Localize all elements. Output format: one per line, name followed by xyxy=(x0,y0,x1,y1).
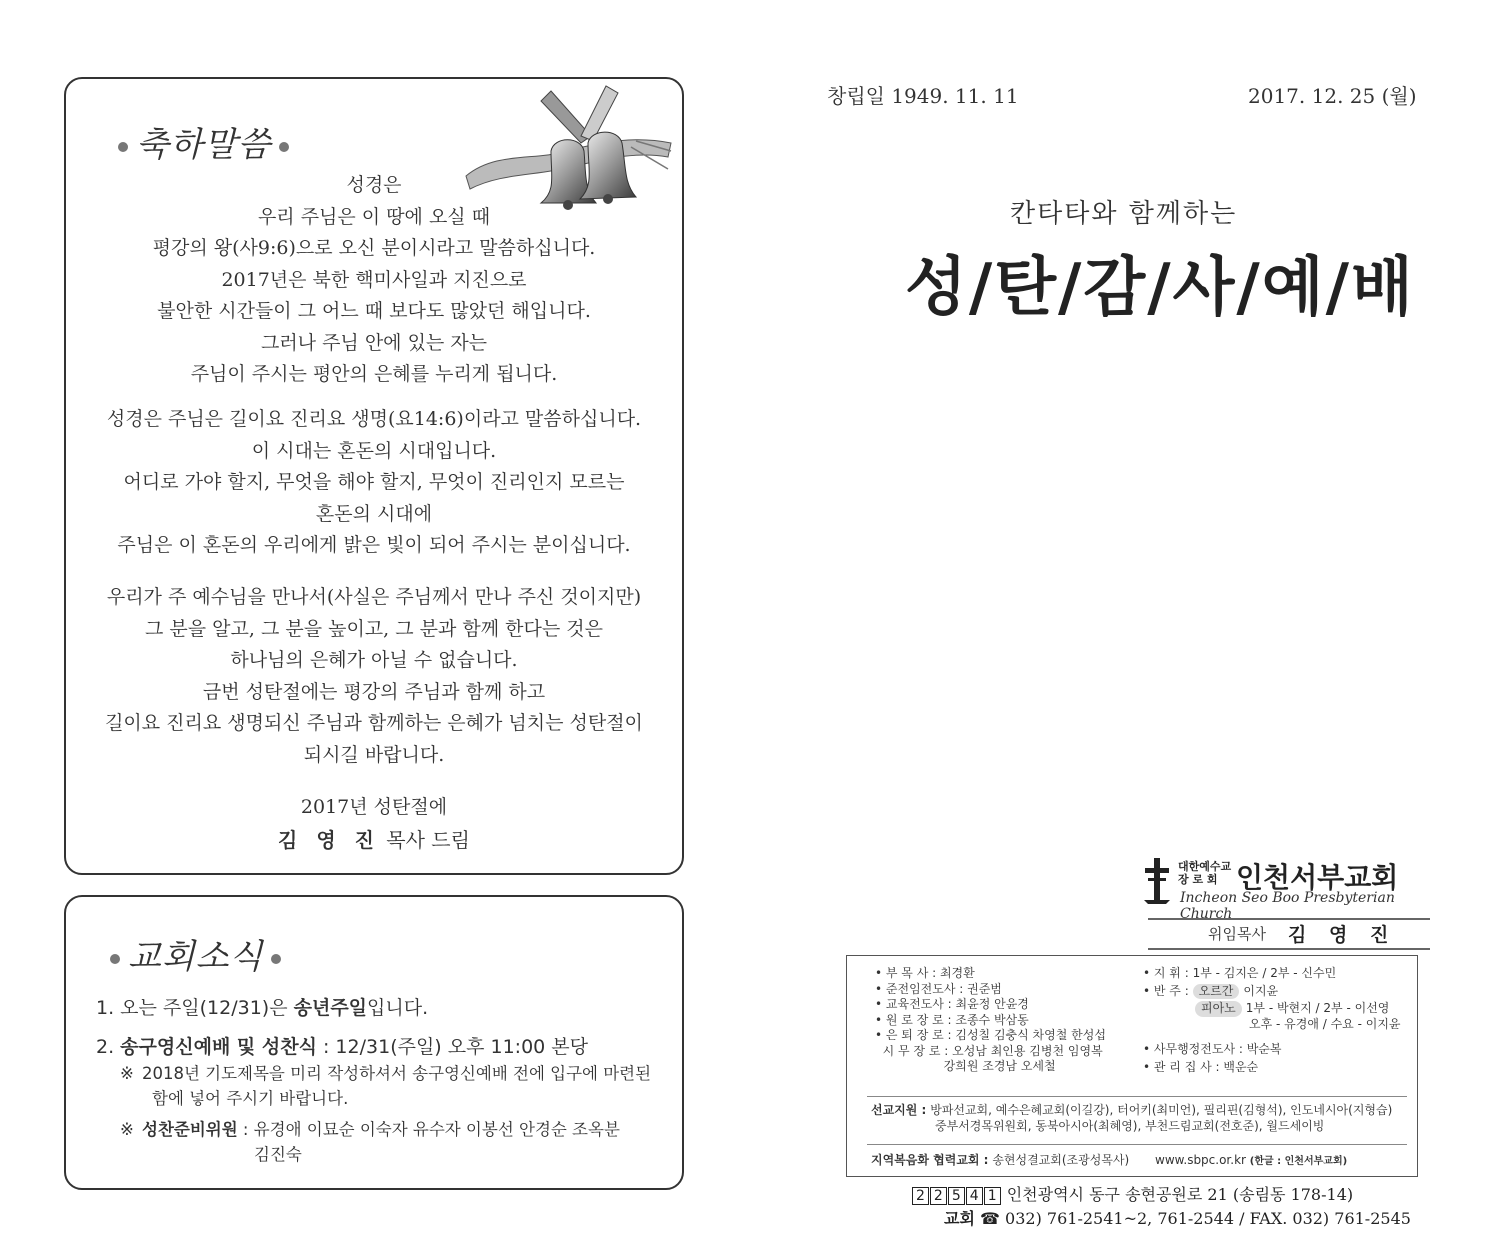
founded-date: 창립일 1949. 11. 11 xyxy=(827,84,1019,108)
bullet-icon xyxy=(279,142,289,152)
greeting-panel xyxy=(64,77,684,875)
greeting-paragraph-3: 우리가 주 예수님을 만나서(사실은 주님께서 만나 주신 것이지만) 그 분을 알고, 그 분을 높이고, 그 분과 함께 한다는 것은 하나님의 은혜가 아닐 수 없습니다. 금번 성탄절에는 평강의 주님과 함께 하고 길이요 진리요 생명되신 주님과 함께하는 은혜가 넘치는 성탄절이 되시길 바랍니다. xyxy=(105,586,643,766)
bullet-icon xyxy=(110,954,120,964)
piano-badge: 피아노 xyxy=(1195,1001,1242,1017)
church-name: 인천서부교회 xyxy=(1236,861,1399,894)
pastor-label: 위임목사 xyxy=(1208,925,1266,943)
news-note-2: ※ 성찬준비위원 : 유경애 이묘순 이숙자 유수자 이봉선 안경순 조옥분 김진숙 xyxy=(120,1120,620,1164)
staff-left-column: • 부 목 사 : 최경환 • 준전임전도사 : 권준범 • 교육전도사 : 최윤정 안윤경 • 원 로 장 로 : 조종수 박삼동 • 은 퇴 장 로 : 김성칠 김충식 차영철 한성섭 시 무 장 로 : 오성남 최인용 김병천 임영복 강희원 조경남 오세철 xyxy=(875,966,1106,1073)
regional-partner: 지역복음화 협력교회 : 송현성결교회(조광성목사) www.sbpc.or.kr (한글 : 인천서부교회) xyxy=(871,1153,1348,1167)
church-news-panel xyxy=(64,895,684,1190)
greeting-title: 축하말씀 xyxy=(110,117,297,166)
news-item-2: 2. 송구영신예배 및 성찬식 : 12/31(주일) 오후 11:00 본당 xyxy=(96,1036,589,1058)
staff-right-column: • 지 휘 : 1부 - 김지은 / 2부 - 신수민 • 반 주 : 오르간 이지윤 피아노 1부 - 박현지 / 2부 - 이선영 오후 - 유경애 / 수요 - 이지윤 • 사무행정전도사 : 박순복 • 관 리 집 사 : 백운순 xyxy=(1143,966,1401,1074)
cover-title: 성/탄/감/사/예/배 xyxy=(905,251,1415,325)
church-phone: 교회 ☎ 032) 761-2541~2, 761-2544 / FAX. 032) 761-2545 xyxy=(944,1209,1411,1228)
cover-subtitle: 칸타타와 함께하는 xyxy=(1010,199,1238,229)
cross-icon xyxy=(1142,856,1172,906)
signature-date: 2017년 성탄절에 xyxy=(300,796,448,818)
church-logo xyxy=(1140,856,1440,922)
divider xyxy=(867,1096,1407,1097)
news-item-1: 1. 오는 주일(12/31)은 송년주일입니다. xyxy=(96,997,429,1019)
phone-icon: ☎ xyxy=(980,1209,1000,1228)
issue-date: 2017. 12. 25 (월) xyxy=(1248,84,1417,108)
church-address: 2 2 5 4 1 인천광역시 동구 송현공원로 21 (송림동 178-14) xyxy=(912,1182,1353,1205)
news-note-1: ※ 2018년 기도제목을 미리 작성하셔서 송구영신예배 전에 입구에 마련된 함에 넣어 주시기 바랍니다. xyxy=(120,1064,652,1108)
signature xyxy=(76,825,672,857)
news-list xyxy=(96,993,662,1167)
bullet-icon xyxy=(118,142,128,152)
denomination: 대한예수교 장 로 회 xyxy=(1178,860,1232,886)
bullet-icon xyxy=(271,954,281,964)
church-name-en: Incheon Seo Boo Presbyterian Church xyxy=(1180,890,1395,922)
pastor-name: 김 영 진 xyxy=(1288,924,1397,946)
signature-suffix: 목사 드림 xyxy=(386,828,470,852)
mission-support: 선교지원 : 방파선교회, 예수은혜교회(이길강), 터어키(최미언), 필리핀(김형석), 인도네시아(지형습) 중부서경목위원회, 동북아시아(최혜영), 부천드림교회(전호준), 월드세이빙 xyxy=(871,1103,1393,1133)
signature-name: 김 영 진 xyxy=(278,828,380,852)
organ-badge: 오르간 xyxy=(1193,984,1240,1000)
greeting-paragraph-1: 성경은 우리 주님은 이 땅에 오실 때 평강의 왕(사9:6)으로 오신 분이시라고 말씀하십니다. 2017년은 북한 핵미사일과 지진으로 불안한 시간들이 그 어느 때 보다도 많았던 해입니다. 그러나 주님 안에 있는 자는 주님이 주시는 평안의 은혜를 누리게 됩니다. xyxy=(152,174,596,385)
greeting-paragraph-2: 성경은 주님은 길이요 진리요 생명(요14:6)이라고 말씀하십니다. 이 시대는 혼돈의 시대입니다. 어디로 가야 할지, 무엇을 해야 할지, 무엇이 진리인지 모르는 혼돈의 시대에 주님은 이 혼돈의 우리에게 밝은 빛이 되어 주시는 분이십니다. xyxy=(106,408,642,556)
pastor-line xyxy=(1148,918,1430,950)
news-title: 교회소식 xyxy=(102,929,289,978)
staff-directory xyxy=(846,955,1418,1177)
divider xyxy=(867,1144,1407,1145)
website-link[interactable]: www.sbpc.or.kr xyxy=(1155,1153,1246,1167)
